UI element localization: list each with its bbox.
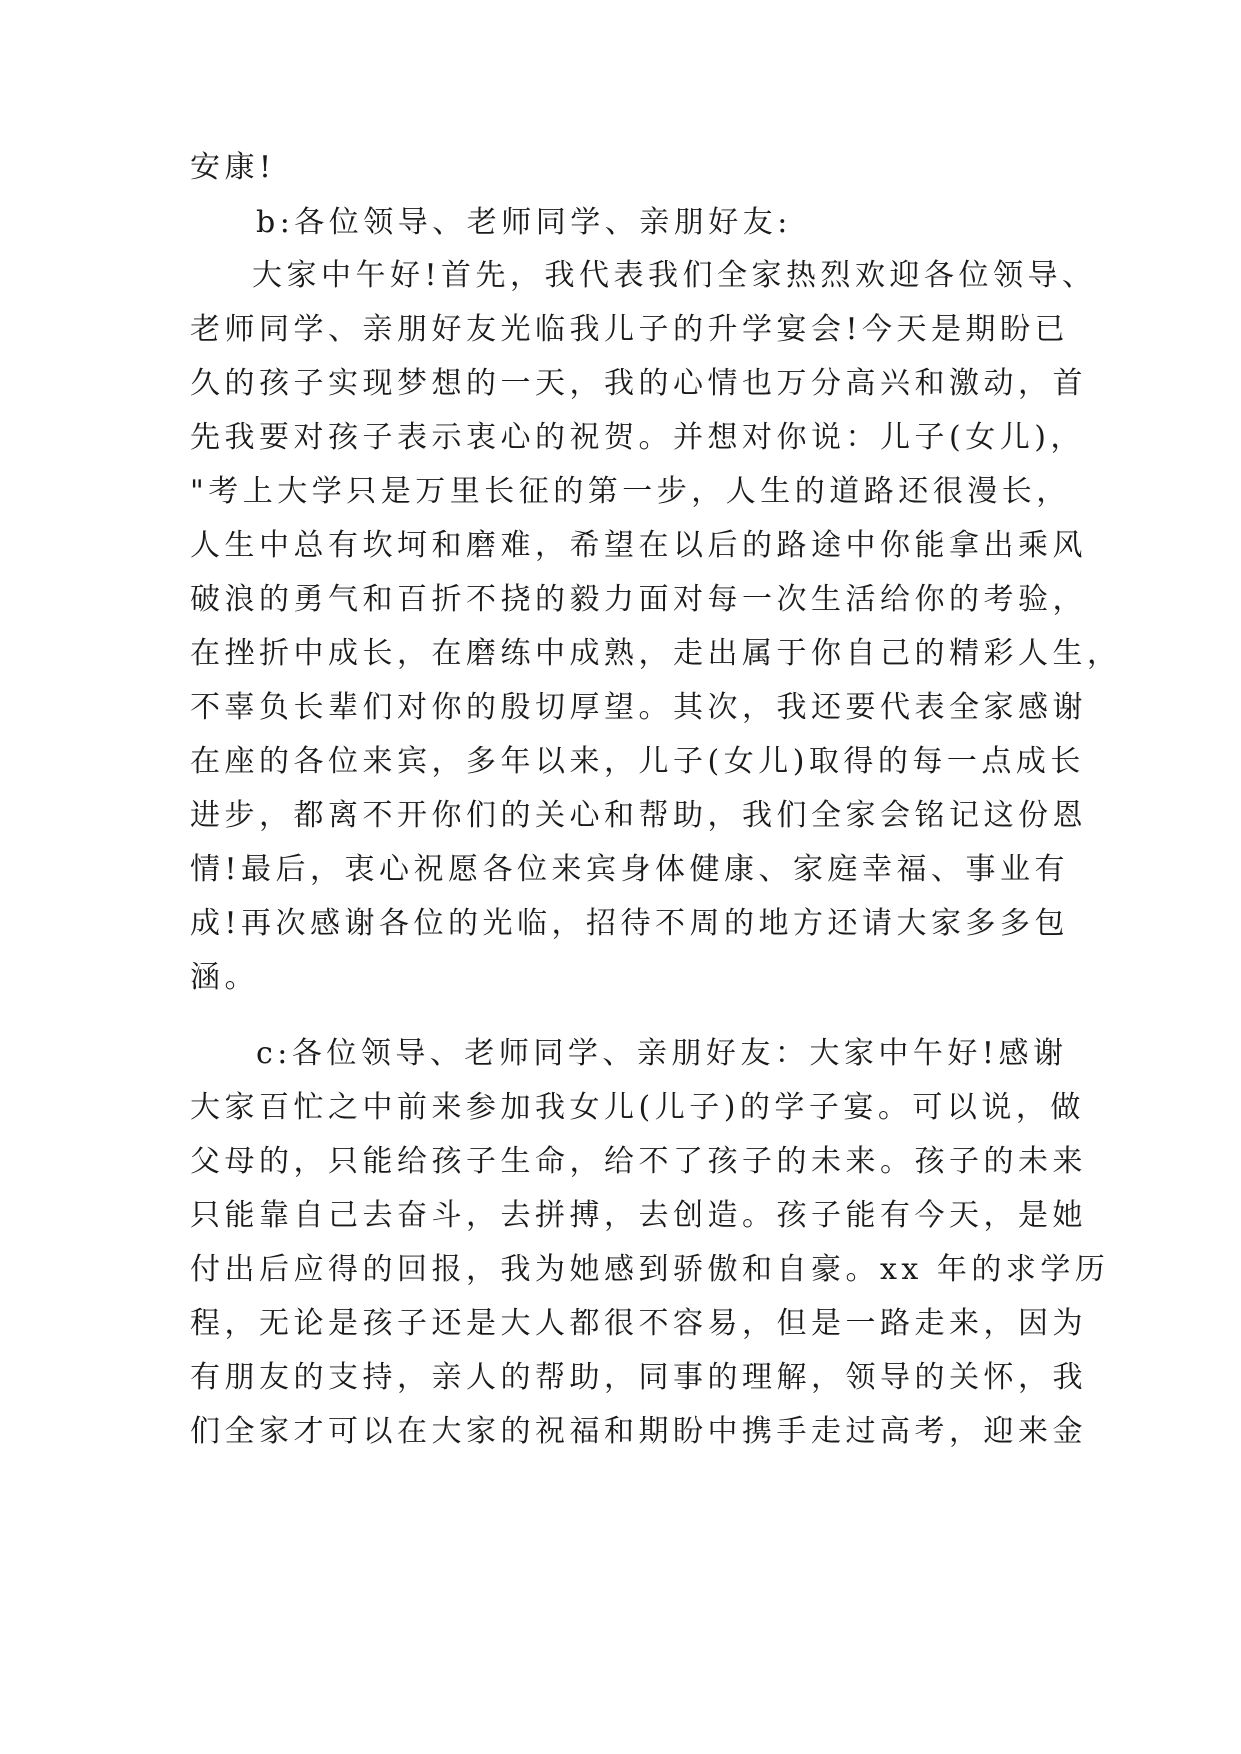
text-line: 不辜负长辈们对你的殷切厚望。其次，我还要代表全家感谢 [190,690,1087,725]
text-line: 大家百忙之中前来参加我女儿(儿子)的学子宴。可以说，做 [190,1090,1085,1125]
text-line: c:各位领导、老师同学、亲朋好友：大家中午好!感谢 [256,1036,1068,1071]
text-line: 涵。 [190,960,259,995]
text-line: 老师同学、亲朋好友光临我儿子的升学宴会!今天是期盼已 [190,312,1070,347]
text-line: 成!再次感谢各位的光临，招待不周的地方还请大家多多包 [190,906,1070,941]
text-line: 人生中总有坎坷和磨难，希望在以后的路途中你能拿出乘风 [190,528,1087,563]
text-line: "考上大学只是万里长征的第一步，人生的道路还很漫长， [190,474,1071,509]
text-line: b:各位领导、老师同学、亲朋好友: [256,205,792,240]
text-line: 破浪的勇气和百折不挠的毅力面对每一次生活给你的考验， [190,582,1087,617]
text-line: 在挫折中成长，在磨练中成熟，走出属于你自己的精彩人生， [190,636,1122,671]
text-line: 在座的各位来宾，多年以来，儿子(女儿)取得的每一点成长 [190,744,1085,779]
text-line: 情!最后，衷心祝愿各位来宾身体健康、家庭幸福、事业有 [190,852,1070,887]
text-line: 大家中午好!首先，我代表我们全家热烈欢迎各位领导、 [252,258,1097,293]
text-line: 只能靠自己去奋斗，去拼搏，去创造。孩子能有今天，是她 [190,1198,1087,1233]
text-line: 久的孩子实现梦想的一天，我的心情也万分高兴和激动，首 [190,366,1087,401]
text-line: 进步，都离不开你们的关心和帮助，我们全家会铭记这份恩 [190,798,1087,833]
text-line: 安康! [190,150,276,185]
text-line: 父母的，只能给孩子生命，给不了孩子的未来。孩子的未来 [190,1144,1087,1179]
text-line: 有朋友的支持，亲人的帮助，同事的理解，领导的关怀，我 [190,1360,1087,1395]
text-line: 程，无论是孩子还是大人都很不容易，但是一路走来，因为 [190,1306,1087,1341]
text-line: 先我要对孩子表示衷心的祝贺。并想对你说：儿子(女儿)， [190,420,1085,455]
text-line: 们全家才可以在大家的祝福和期盼中携手走过高考，迎来金 [190,1414,1087,1449]
text-line: 付出后应得的回报，我为她感到骄傲和自豪。xx 年的求学历 [190,1252,1110,1287]
